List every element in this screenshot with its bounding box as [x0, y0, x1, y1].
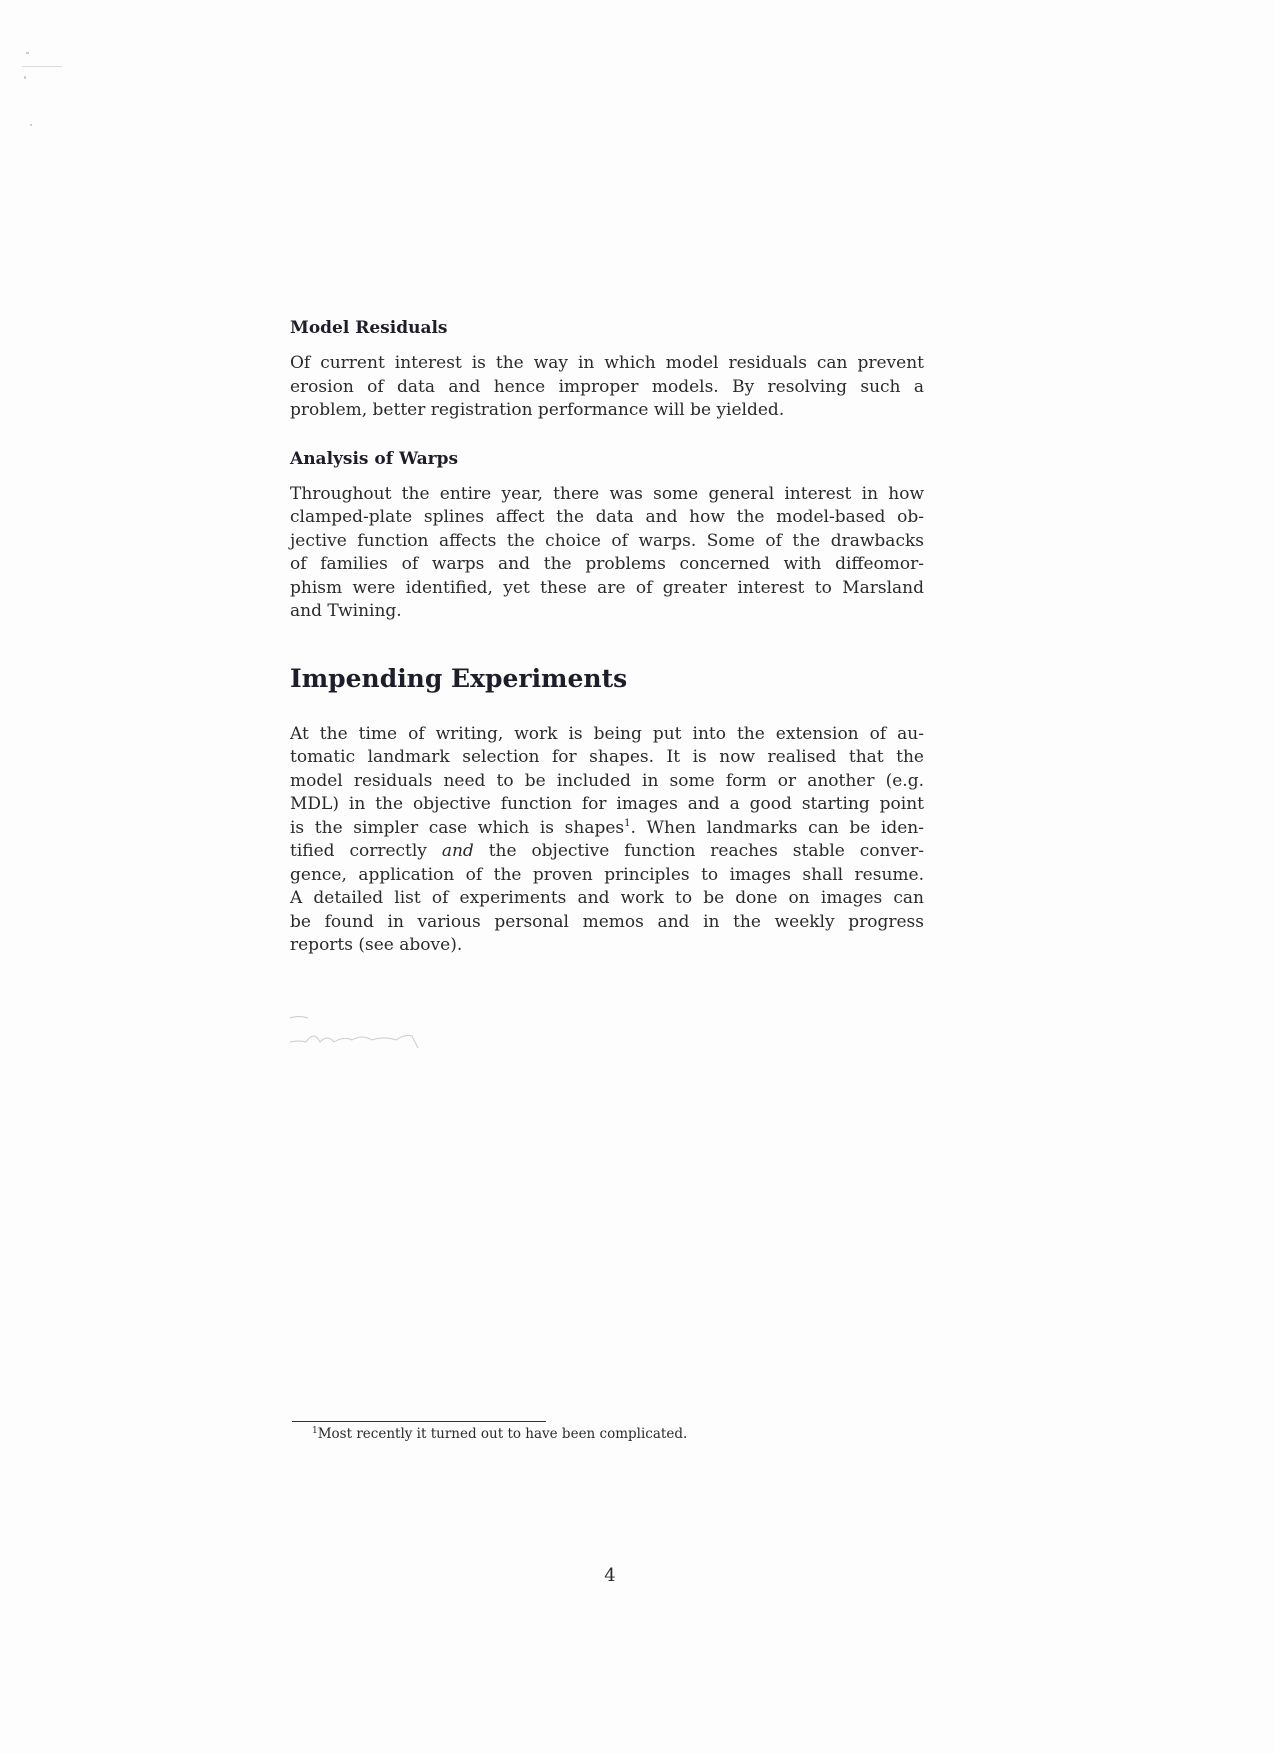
footnote: [312, 1426, 687, 1442]
section-heading-analysis-of-warps: Analysis of Warps: [290, 448, 459, 469]
text-line: reports (see above).: [290, 935, 463, 955]
paragraph-model-residuals: [290, 352, 924, 423]
faint-scribble-mark: [288, 1012, 428, 1052]
text-fragment: tified correctly: [290, 841, 442, 861]
text-line: be found in various personal memos and in the weekly progress: [290, 911, 924, 932]
text-line: clamped-plate splines affect the data and how the model-based ob-: [290, 507, 924, 527]
text-fragment: . When landmarks can be iden-: [630, 817, 924, 838]
text-line: Throughout the entire year, there was some general interest in how: [290, 483, 924, 504]
scan-mark: [22, 66, 62, 67]
paragraph-impending-experiments: [290, 723, 924, 958]
text-line: A detailed list of experiments and work to be done on images can: [290, 888, 924, 908]
text-line: jective function affects the choice of warps. Some of the drawbacks: [290, 530, 924, 551]
main-content: [290, 318, 924, 958]
footnote-marker: 1: [624, 817, 631, 829]
footnote-text: Most recently it turned out to have been complicated.: [317, 1426, 688, 1442]
page-number: 4: [604, 1565, 616, 1586]
footnote-rule: [292, 1421, 546, 1422]
text-fragment: the objective function reaches stable conver-: [473, 841, 925, 861]
text-line: model residuals need to be included in some form or another (e.g.: [290, 770, 924, 791]
text-line: of families of warps and the problems concerned with diffeomor-: [290, 554, 924, 574]
section-heading-model-residuals: Model Residuals: [290, 318, 448, 338]
text-line: erosion of data and hence improper models. By resolving such a: [290, 376, 924, 397]
scan-mark: [24, 76, 26, 79]
text-line: MDL) in the objective function for images and a good starting point: [290, 794, 924, 814]
footnote-marker: 1: [312, 1426, 318, 1436]
text-line: and Twining.: [290, 601, 402, 621]
text-line: tomatic landmark selection for shapes. It is now realised that the: [290, 747, 924, 767]
text-line: [290, 840, 924, 864]
text-line: problem, better registration performance will be yielded.: [290, 400, 785, 420]
emphasis-text: and: [441, 841, 474, 861]
text-fragment: is the simpler case which is shapes: [290, 817, 625, 838]
paragraph-analysis-of-warps: [290, 483, 924, 624]
text-line: At the time of writing, work is being put into the extension of au-: [290, 723, 924, 744]
scan-mark: [30, 124, 32, 126]
scan-mark: [26, 52, 29, 54]
section-heading-impending-experiments: Impending Experiments: [290, 663, 628, 693]
text-line: [290, 817, 924, 841]
text-line: gence, application of the proven principles to images shall resume.: [290, 864, 924, 885]
text-line: phism were identified, yet these are of greater interest to Marsland: [290, 577, 924, 598]
text-line: Of current interest is the way in which model residuals can prevent: [290, 353, 924, 373]
